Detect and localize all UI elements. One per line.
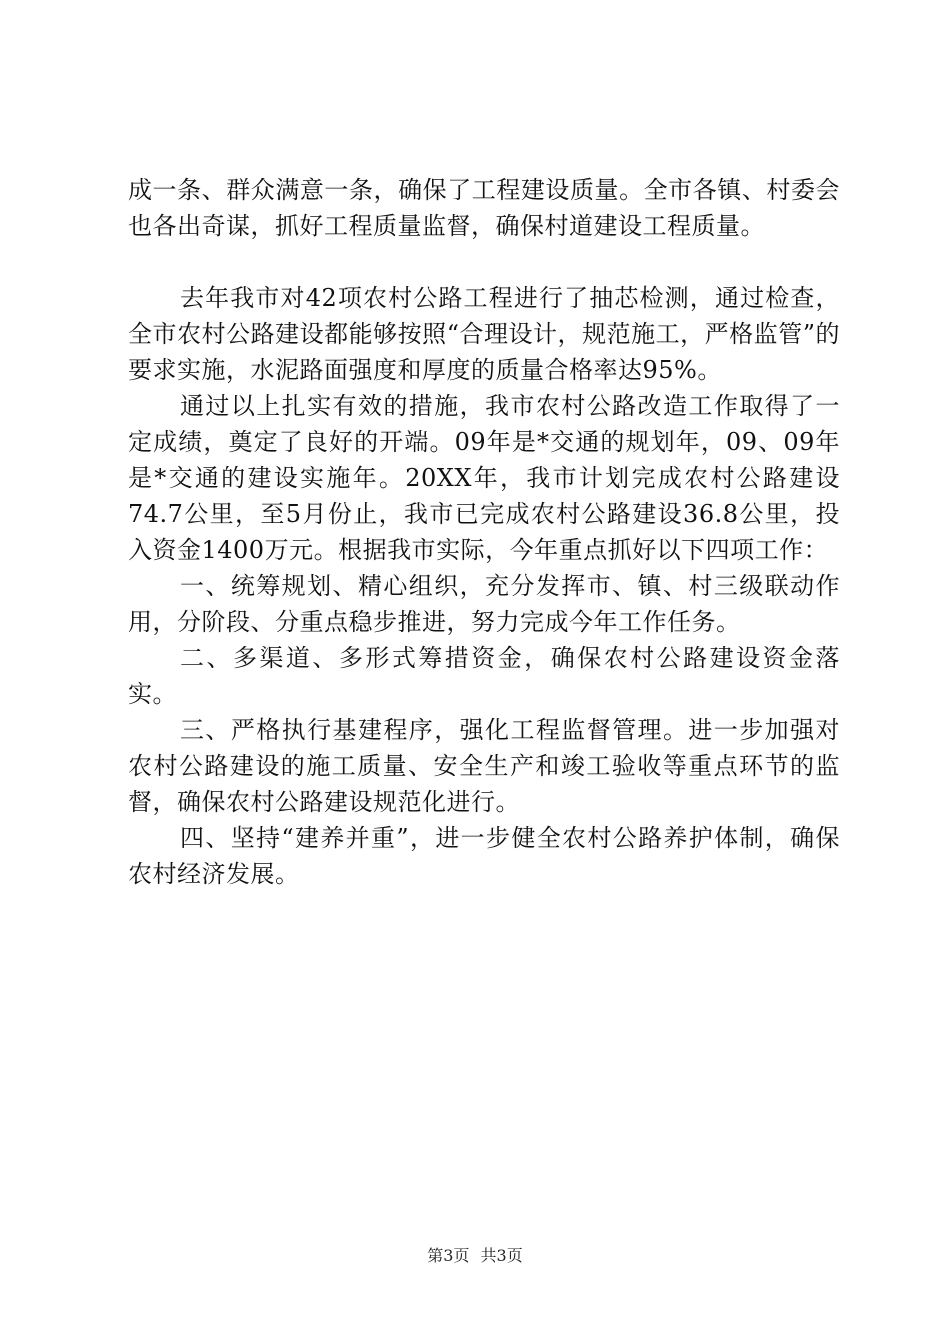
paragraph-task-four: 四、坚持“建养并重”，进一步健全农村公路养护体制，确保农村经济发展。 [128, 824, 840, 888]
paragraph-inspection: 去年我市对42项农村公路工程进行了抽芯检测，通过检查，全市农村公路建设都能够按照“合理设计，规范施工，严格监管”的要求实施，水泥路面强度和厚度的质量合格率达95%。 [128, 284, 840, 384]
page-footer [0, 1246, 950, 1266]
paragraph-achievements: 通过以上扎实有效的措施，我市农村公路改造工作取得了一定成绩，奠定了良好的开端。09年是*交通的规划年，09、09年是*交通的建设实施年。20XX年，我市计划完成农村公路建设74.7公里，至5月份止，我市已完成农村公路建设36.8公里，投入资金1400万元。根据我市实际，今年重点抓好以下四项工作： [128, 392, 840, 564]
page-number: 第3页 [427, 1246, 470, 1265]
document-body [128, 172, 840, 892]
paragraph-task-three: 三、严格执行基建程序，强化工程监督管理。进一步加强对农村公路建设的施工质量、安全生产和竣工验收等重点环节的监督，确保农村公路建设规范化进行。 [128, 716, 840, 816]
page-total: 共3页 [480, 1246, 523, 1265]
paragraph-task-two: 二、多渠道、多形式筹措资金，确保农村公路建设资金落实。 [128, 644, 840, 708]
paragraph-continuation: 成一条、群众满意一条，确保了工程建设质量。全市各镇、村委会也各出奇谋，抓好工程质量监督，确保村道建设工程质量。 [128, 176, 840, 240]
paragraph-task-one: 一、统筹规划、精心组织，充分发挥市、镇、村三级联动作用，分阶段、分重点稳步推进，努力完成今年工作任务。 [128, 572, 840, 636]
